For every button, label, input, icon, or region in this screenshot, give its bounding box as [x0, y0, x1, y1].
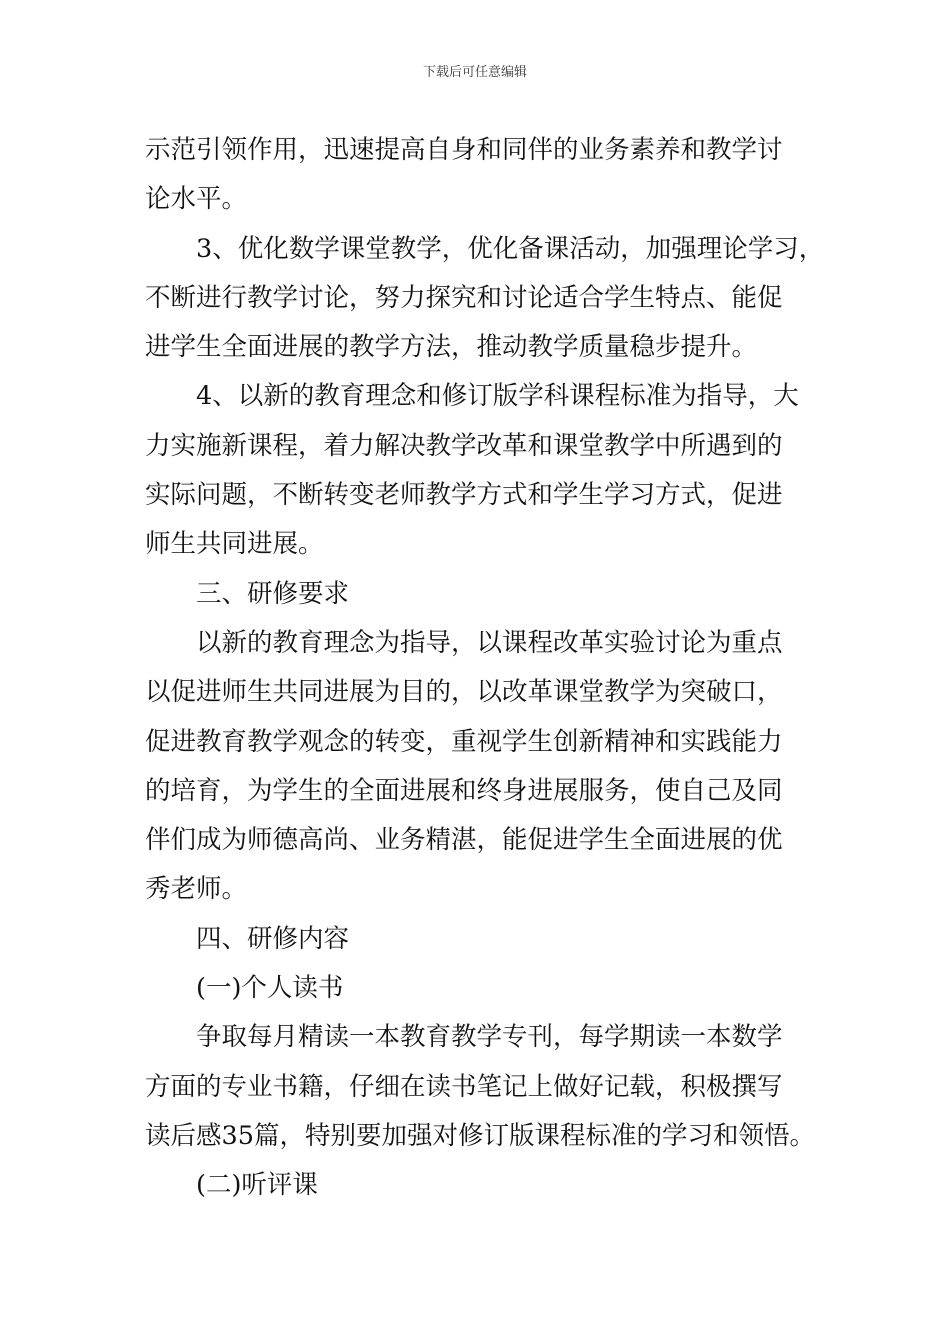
text-line: 4、以新的教育理念和修订版学科课程标准为指导，大	[196, 381, 799, 412]
text-line: 争取每月精读一本教育教学专刊，每学期读一本数学	[196, 1022, 783, 1053]
text-line: 师生共同进展。	[145, 529, 324, 560]
text-line: (一)个人读书	[196, 973, 344, 1004]
text-line: 促进教育教学观念的转变，重视学生创新精神和实践能力	[145, 726, 783, 757]
text-line: 论水平。	[145, 184, 248, 215]
text-line: (二)听评课	[196, 1170, 318, 1201]
text-line: 秀老师。	[145, 874, 248, 905]
text-line: 伴们成为师德高尚、业务精湛，能促进学生全面进展的优	[145, 825, 783, 856]
document-body	[145, 126, 835, 1211]
text-line: 实际问题，不断转变老师教学方式和学生学习方式，促进	[145, 480, 783, 511]
page-header: 下载后可任意编辑	[422, 65, 527, 80]
text-line: 不断进行教学讨论，努力探究和讨论适合学生特点、能促	[145, 282, 783, 313]
text-line: 进学生全面进展的教学方法，推动教学质量稳步提升。	[145, 332, 758, 363]
text-line: 以促进师生共同进展为目的，以改革课堂教学为突破口，	[145, 677, 783, 708]
text-line: 四、研修内容	[196, 923, 350, 954]
text-line: 的培育，为学生的全面进展和终身进展服务，使自己及同	[145, 775, 783, 806]
text-line: 方面的专业书籍，仔细在读书笔记上做好记载，积极撰写	[145, 1071, 783, 1102]
text-line: 3、优化数学课堂教学，优化备课活动，加强理论学习，	[196, 233, 825, 264]
text-line: 读后感35篇，特别要加强对修订版课程标准的学习和领悟。	[145, 1120, 815, 1151]
text-line: 以新的教育理念为指导，以课程改革实验讨论为重点	[196, 627, 783, 658]
text-line: 三、研修要求	[196, 578, 350, 609]
text-line: 示范引领作用，迅速提高自身和同伴的业务素养和教学讨	[145, 135, 783, 165]
text-line: 力实施新课程，着力解决教学改革和课堂教学中所遇到的	[145, 430, 783, 461]
